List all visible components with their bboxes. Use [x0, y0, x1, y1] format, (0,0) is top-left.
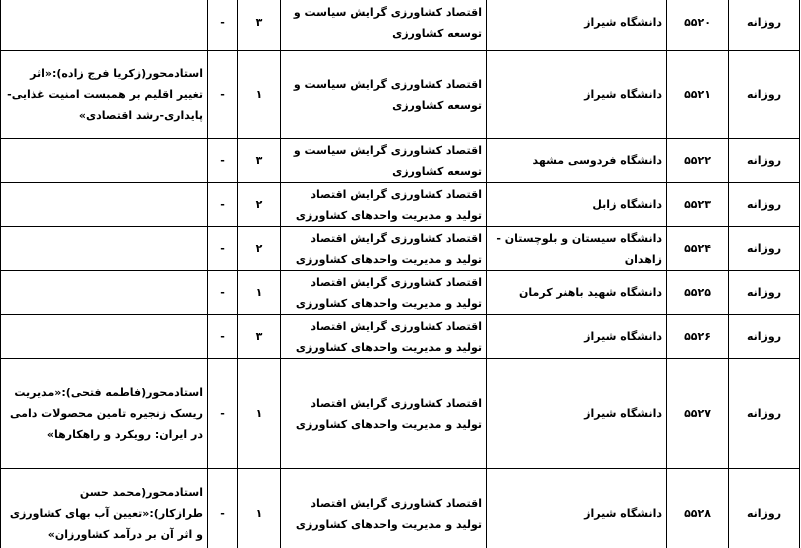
- note-cell: استادمحور(فاطمه فتحی):«مدیریت ریسک زنجیره تامین محصولات دامی در ایران: رویکرد و راهکارها»: [1, 359, 208, 469]
- note-cell: [1, 183, 208, 227]
- field-cell: اقتصاد کشاورزی گرایش سیاست و توسعه کشاورزی: [281, 51, 487, 139]
- course-type-cell: روزانه: [729, 51, 800, 139]
- dash-cell: -: [208, 315, 238, 359]
- note-cell: [1, 227, 208, 271]
- university-cell: دانشگاه فردوسی مشهد: [487, 139, 667, 183]
- note-cell: استادمحور(محمد حسن طرازکار):«تعیین آب بهای کشاورزی و اثر آن بر درآمد کشاورزان»: [1, 469, 208, 548]
- program-code-cell: ۵۵۲۷: [667, 359, 729, 469]
- dash-cell: -: [208, 51, 238, 139]
- course-type-cell: روزانه: [729, 469, 800, 548]
- course-type-cell: روزانه: [729, 315, 800, 359]
- note-cell: استادمحور(زکریا فرج زاده):«اثر تغییر اقلیم بر همبست امنیت غذایی-پایداری-رشد اقتصادی»: [1, 51, 208, 139]
- program-code-cell: ۵۵۲۵: [667, 271, 729, 315]
- course-type-cell: روزانه: [729, 359, 800, 469]
- university-cell: دانشگاه شهید باهنر کرمان: [487, 271, 667, 315]
- dash-cell: -: [208, 183, 238, 227]
- capacity-cell: ۱: [238, 51, 281, 139]
- note-cell: [1, 315, 208, 359]
- field-cell: اقتصاد کشاورزی گرایش اقتصاد تولید و مدیریت واحدهای کشاورزی: [281, 469, 487, 548]
- table-row: [1, 315, 800, 359]
- field-cell: اقتصاد کشاورزی گرایش اقتصاد تولید و مدیریت واحدهای کشاورزی: [281, 315, 487, 359]
- table-row: [1, 227, 800, 271]
- capacity-cell: ۲: [238, 183, 281, 227]
- program-code-cell: ۵۵۲۰: [667, 0, 729, 51]
- note-cell: [1, 0, 208, 51]
- table-row: [1, 183, 800, 227]
- program-code-cell: ۵۵۲۴: [667, 227, 729, 271]
- field-cell: اقتصاد کشاورزی گرایش اقتصاد تولید و مدیریت واحدهای کشاورزی: [281, 271, 487, 315]
- dash-cell: -: [208, 469, 238, 548]
- field-cell: اقتصاد کشاورزی گرایش سیاست و توسعه کشاورزی: [281, 139, 487, 183]
- university-cell: دانشگاه شیراز: [487, 0, 667, 51]
- dash-cell: -: [208, 227, 238, 271]
- dash-cell: -: [208, 0, 238, 51]
- program-code-cell: ۵۵۲۸: [667, 469, 729, 548]
- course-type-cell: روزانه: [729, 0, 800, 51]
- table-row: [1, 359, 800, 469]
- programs-table-body: [1, 0, 800, 548]
- course-type-cell: روزانه: [729, 227, 800, 271]
- capacity-cell: ۱: [238, 469, 281, 548]
- dash-cell: -: [208, 139, 238, 183]
- capacity-cell: ۳: [238, 0, 281, 51]
- program-code-cell: ۵۵۲۶: [667, 315, 729, 359]
- university-cell: دانشگاه زابل: [487, 183, 667, 227]
- table-row: [1, 271, 800, 315]
- table-row: [1, 469, 800, 548]
- dash-cell: -: [208, 271, 238, 315]
- field-cell: اقتصاد کشاورزی گرایش اقتصاد تولید و مدیریت واحدهای کشاورزی: [281, 227, 487, 271]
- table-row: [1, 139, 800, 183]
- course-type-cell: روزانه: [729, 139, 800, 183]
- table-row: [1, 0, 800, 51]
- dash-cell: -: [208, 359, 238, 469]
- program-code-cell: ۵۵۲۳: [667, 183, 729, 227]
- university-cell: دانشگاه شیراز: [487, 359, 667, 469]
- note-cell: [1, 139, 208, 183]
- field-cell: اقتصاد کشاورزی گرایش اقتصاد تولید و مدیریت واحدهای کشاورزی: [281, 183, 487, 227]
- capacity-cell: ۳: [238, 315, 281, 359]
- course-type-cell: روزانه: [729, 271, 800, 315]
- course-type-cell: روزانه: [729, 183, 800, 227]
- university-cell: دانشگاه شیراز: [487, 51, 667, 139]
- note-cell: [1, 271, 208, 315]
- program-code-cell: ۵۵۲۱: [667, 51, 729, 139]
- table-row: [1, 51, 800, 139]
- field-cell: اقتصاد کشاورزی گرایش سیاست و توسعه کشاورزی: [281, 0, 487, 51]
- capacity-cell: ۱: [238, 359, 281, 469]
- university-cell: دانشگاه شیراز: [487, 315, 667, 359]
- university-cell: دانشگاه سیستان و بلوچستان - زاهدان: [487, 227, 667, 271]
- capacity-cell: ۳: [238, 139, 281, 183]
- field-cell: اقتصاد کشاورزی گرایش اقتصاد تولید و مدیریت واحدهای کشاورزی: [281, 359, 487, 469]
- program-code-cell: ۵۵۲۲: [667, 139, 729, 183]
- capacity-cell: ۲: [238, 227, 281, 271]
- university-cell: دانشگاه شیراز: [487, 469, 667, 548]
- capacity-cell: ۱: [238, 271, 281, 315]
